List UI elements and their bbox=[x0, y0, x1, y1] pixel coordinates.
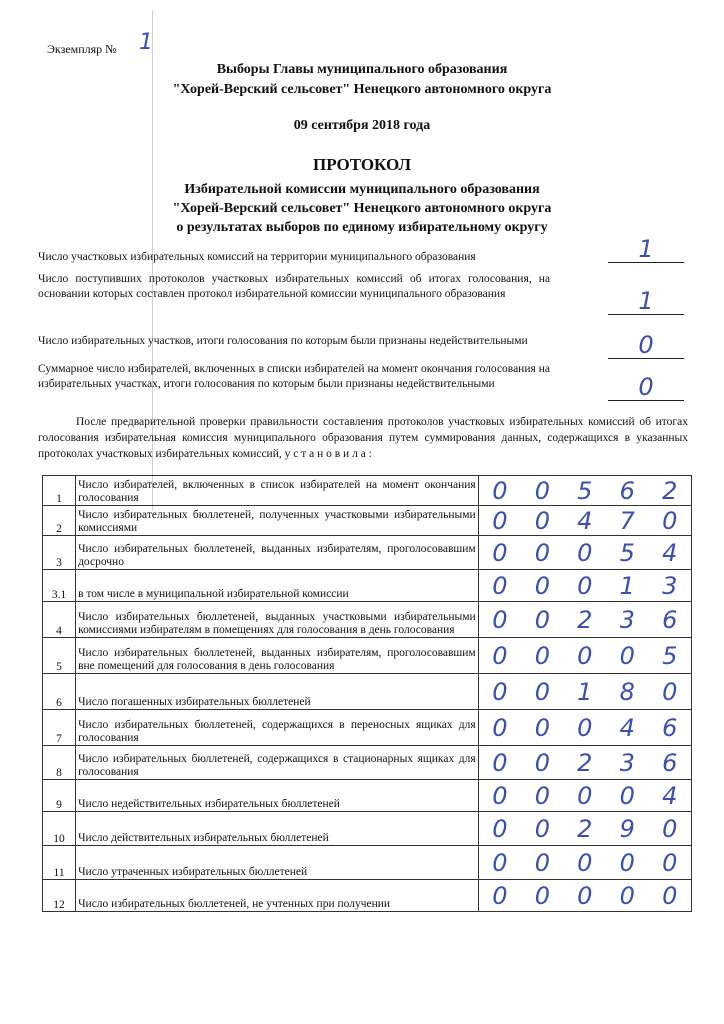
table-row bbox=[43, 602, 692, 638]
row-digit: 0 bbox=[521, 674, 563, 710]
row-digit: 0 bbox=[521, 780, 563, 812]
row-digit: 0 bbox=[606, 880, 648, 912]
field-label: Число участковых избирательных комиссий на территории муниципального образования bbox=[38, 251, 476, 263]
row-description: Число избирательных бюллетеней, содержащихся в переносных ящиках для голосования bbox=[76, 710, 479, 746]
table-row bbox=[43, 746, 692, 780]
row-digit: 0 bbox=[478, 602, 521, 638]
row-digit: 0 bbox=[478, 638, 521, 674]
row-number: 2 bbox=[43, 506, 76, 536]
row-digit: 1 bbox=[606, 570, 648, 602]
row-digit: 4 bbox=[564, 506, 606, 536]
row-digit: 2 bbox=[564, 746, 606, 780]
commission-title-line1: Избирательной комиссии муниципального образования bbox=[184, 182, 540, 197]
copy-number bbox=[47, 30, 153, 57]
field-value: 0 bbox=[608, 332, 684, 359]
row-digit: 0 bbox=[478, 846, 521, 880]
election-title bbox=[0, 60, 724, 100]
row-digit: 0 bbox=[521, 746, 563, 780]
commission-title-line3: о результатах выборов по единому избирательному округу bbox=[176, 220, 548, 235]
row-number: 11 bbox=[43, 846, 76, 880]
row-digit: 0 bbox=[478, 674, 521, 710]
row-description: Число избирательных бюллетеней, выданных избирателям, проголосовавшим досрочно bbox=[76, 536, 479, 570]
row-digit: 0 bbox=[521, 710, 563, 746]
document-title: ПРОТОКОЛ bbox=[312, 155, 411, 174]
row-number: 1 bbox=[43, 476, 76, 506]
row-description: Число погашенных избирательных бюллетеней bbox=[76, 674, 479, 710]
field-value: 1 bbox=[608, 236, 684, 263]
field-value: 0 bbox=[608, 374, 684, 401]
row-digit: 0 bbox=[606, 638, 648, 674]
row-digit: 2 bbox=[649, 476, 692, 506]
row-digit: 0 bbox=[606, 780, 648, 812]
row-digit: 7 bbox=[606, 506, 648, 536]
row-digit: 0 bbox=[649, 880, 692, 912]
intro-paragraph: После предварительной проверки правильности составления протоколов участковых избирательных комиссий об итогах голосования избирательная комиссия муниципального образования путем суммирования данных, содержащихся в указанных протоколах участковых избирательных комиссий, у с т а н о в и л а : bbox=[38, 416, 688, 460]
row-digit: 2 bbox=[564, 812, 606, 846]
row-digit: 9 bbox=[606, 812, 648, 846]
row-digit: 0 bbox=[521, 476, 563, 506]
copy-number-value: 1 bbox=[139, 30, 153, 55]
row-digit: 0 bbox=[521, 812, 563, 846]
row-digit: 0 bbox=[649, 812, 692, 846]
row-digit: 0 bbox=[478, 746, 521, 780]
row-digit: 2 bbox=[564, 602, 606, 638]
row-number: 4 bbox=[43, 602, 76, 638]
row-number: 6 bbox=[43, 674, 76, 710]
row-digit: 3 bbox=[606, 746, 648, 780]
row-digit: 0 bbox=[478, 710, 521, 746]
row-digit: 0 bbox=[649, 674, 692, 710]
row-number: 8 bbox=[43, 746, 76, 780]
row-digit: 0 bbox=[478, 476, 521, 506]
table-row bbox=[43, 506, 692, 536]
row-description: Число избирательных бюллетеней, выданных избирателям, проголосовавшим вне помещений для голосования в день голосования bbox=[76, 638, 479, 674]
row-digit: 0 bbox=[478, 812, 521, 846]
row-digit: 0 bbox=[606, 846, 648, 880]
table-row bbox=[43, 780, 692, 812]
row-number: 10 bbox=[43, 812, 76, 846]
row-digit: 0 bbox=[478, 570, 521, 602]
row-digit: 0 bbox=[649, 846, 692, 880]
commission-title-line2: "Хорей-Верский сельсовет" Ненецкого автономного округа bbox=[172, 201, 552, 216]
row-description: Число утраченных избирательных бюллетеней bbox=[76, 846, 479, 880]
row-number: 12 bbox=[43, 880, 76, 912]
row-digit: 3 bbox=[649, 570, 692, 602]
row-digit: 0 bbox=[564, 710, 606, 746]
copy-label: Экземпляр № bbox=[47, 42, 117, 56]
table-row bbox=[43, 638, 692, 674]
field-label: Число поступивших протоколов участковых избирательных комиссий об итогах голосования, на основании которых составлен протокол избирательной комиссии муниципального образования bbox=[38, 273, 550, 300]
row-number: 5 bbox=[43, 638, 76, 674]
table-row bbox=[43, 880, 692, 912]
election-title-line2: "Хорей-Верский сельсовет" Ненецкого автономного округа bbox=[172, 82, 552, 97]
row-digit: 0 bbox=[521, 846, 563, 880]
row-digit: 4 bbox=[649, 780, 692, 812]
row-digit: 8 bbox=[606, 674, 648, 710]
results-table bbox=[42, 475, 692, 912]
row-digit: 0 bbox=[478, 780, 521, 812]
table-row bbox=[43, 812, 692, 846]
table-row bbox=[43, 846, 692, 880]
row-digit: 4 bbox=[606, 710, 648, 746]
row-digit: 6 bbox=[649, 602, 692, 638]
row-digit: 0 bbox=[564, 536, 606, 570]
field-label: Число избирательных участков, итоги голосования по которым были признаны недействительными bbox=[38, 335, 528, 347]
row-digit: 0 bbox=[564, 880, 606, 912]
row-digit: 4 bbox=[649, 536, 692, 570]
field-label: Суммарное число избирателей, включенных в списки избирателей на момент окончания голосования на избирательных участках, итоги голосования по которым были признаны недействительными bbox=[38, 363, 550, 390]
row-description: Число избирателей, включенных в список избирателей на момент окончания голосования bbox=[76, 476, 479, 506]
field-value: 1 bbox=[608, 288, 684, 315]
row-description: Число недействительных избирательных бюллетеней bbox=[76, 780, 479, 812]
row-description: Число избирательных бюллетеней, полученных участковыми избирательными комиссиями bbox=[76, 506, 479, 536]
row-description: Число избирательных бюллетеней, выданных участковыми избирательными комиссиями избирателям в помещениях для голосования в день голосования bbox=[76, 602, 479, 638]
row-number: 3 bbox=[43, 536, 76, 570]
row-digit: 1 bbox=[564, 674, 606, 710]
row-number: 9 bbox=[43, 780, 76, 812]
election-date: 09 сентября 2018 года bbox=[293, 118, 431, 133]
row-digit: 0 bbox=[564, 780, 606, 812]
row-digit: 0 bbox=[649, 506, 692, 536]
row-digit: 0 bbox=[478, 536, 521, 570]
row-digit: 3 bbox=[606, 602, 648, 638]
row-digit: 5 bbox=[606, 536, 648, 570]
row-digit: 0 bbox=[564, 846, 606, 880]
row-digit: 0 bbox=[521, 602, 563, 638]
election-title-line1: Выборы Главы муниципального образования bbox=[216, 62, 508, 77]
row-digit: 0 bbox=[521, 570, 563, 602]
table-row bbox=[43, 570, 692, 602]
row-number: 3.1 bbox=[43, 570, 76, 602]
row-description: Число избирательных бюллетеней, не учтенных при получении bbox=[76, 880, 479, 912]
row-digit: 0 bbox=[521, 506, 563, 536]
row-digit: 6 bbox=[606, 476, 648, 506]
row-description: Число действительных избирательных бюллетеней bbox=[76, 812, 479, 846]
row-digit: 0 bbox=[521, 536, 563, 570]
row-description: Число избирательных бюллетеней, содержащихся в стационарных ящиках для голосования bbox=[76, 746, 479, 780]
row-digit: 5 bbox=[564, 476, 606, 506]
row-number: 7 bbox=[43, 710, 76, 746]
table-row bbox=[43, 710, 692, 746]
commission-title bbox=[0, 180, 724, 237]
row-digit: 0 bbox=[564, 638, 606, 674]
row-digit: 5 bbox=[649, 638, 692, 674]
row-digit: 6 bbox=[649, 710, 692, 746]
row-digit: 6 bbox=[649, 746, 692, 780]
table-row bbox=[43, 476, 692, 506]
table-row bbox=[43, 536, 692, 570]
row-digit: 0 bbox=[521, 638, 563, 674]
row-description: в том числе в муниципальной избирательной комиссии bbox=[76, 570, 479, 602]
table-row bbox=[43, 674, 692, 710]
row-digit: 0 bbox=[478, 880, 521, 912]
row-digit: 0 bbox=[478, 506, 521, 536]
row-digit: 0 bbox=[521, 880, 563, 912]
row-digit: 0 bbox=[564, 570, 606, 602]
